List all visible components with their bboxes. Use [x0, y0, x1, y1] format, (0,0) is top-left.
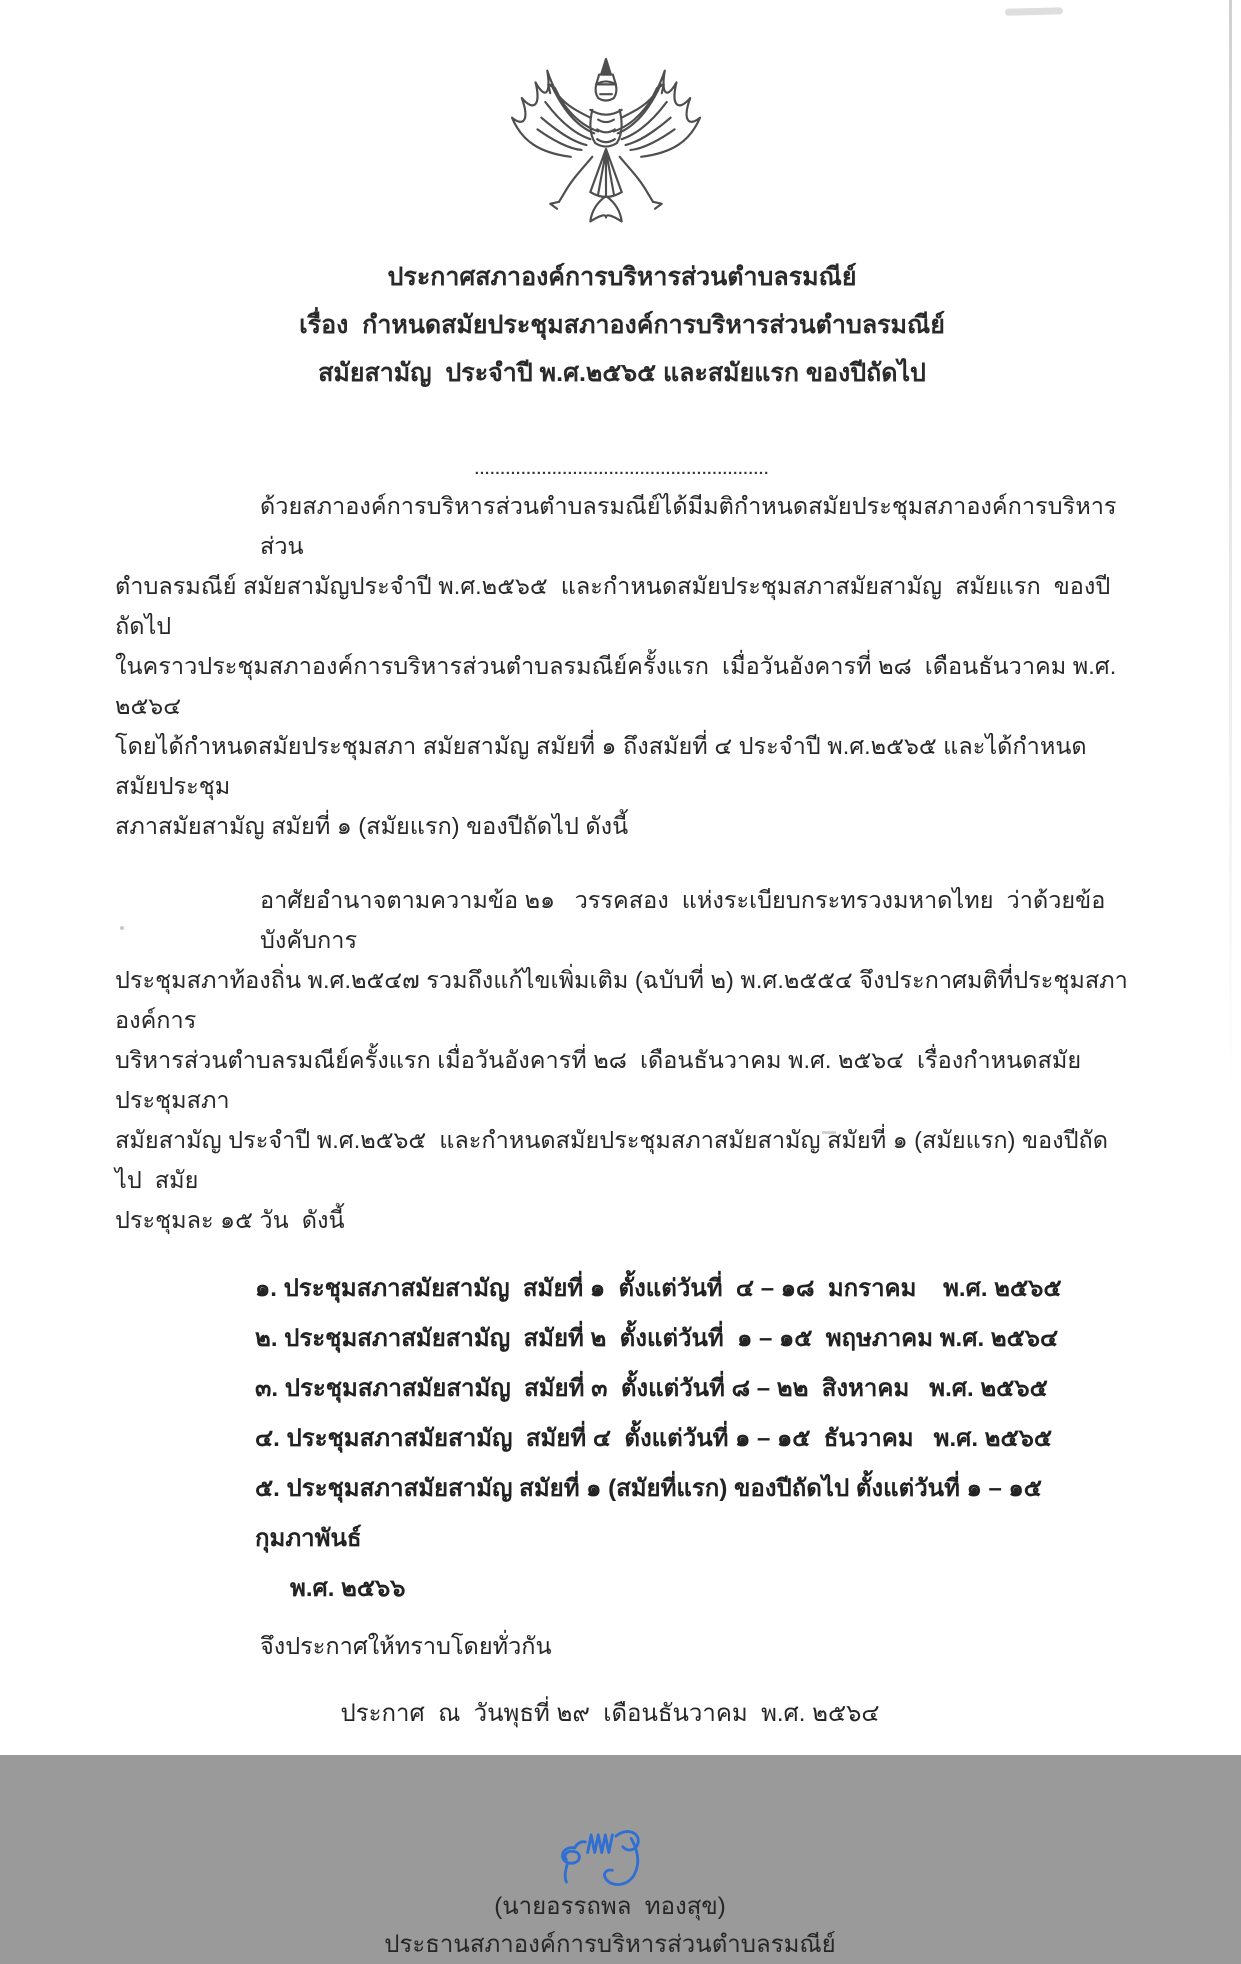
body-line: อาศัยอำนาจตามความข้อ ๒๑ วรรคสอง แห่งระเบียบกระทรวงมหาดไทย ว่าด้วยข้อบังคับการ: [260, 887, 1106, 953]
dotted-separator: .........................................................: [474, 461, 770, 478]
schedule-item-5-carryover: พ.ศ. ๒๕๖๖: [290, 1575, 406, 1602]
signer-name: (นายอรรถพล ทองสุข): [494, 1893, 726, 1920]
body-line: ประชุมละ ๑๕ วัน ดังนี้: [115, 1207, 345, 1233]
signature-block: [103, 1822, 1117, 1964]
schedule-list: [255, 1264, 1129, 1614]
body-line: ตำบลรมณีย์ สมัยสามัญประจำปี พ.ศ.๒๕๖๕ และกำหนดสมัยประชุมสภาสมัยสามัญ สมัยแรก ของปีถัดไป: [115, 573, 1111, 639]
schedule-item-4: ๔. ประชุมสภาสมัยสามัญ สมัยที่ ๔ ตั้งแต่วันที่ ๑ – ๑๕ ธันวาคม พ.ศ. ๒๕๖๕: [255, 1425, 1053, 1452]
title-line-3: สมัยสามัญ ประจำปี พ.ศ.๒๕๖๕ และสมัยแรก ของปีถัดไป: [318, 359, 926, 387]
body-line: ประชุมสภาท้องถิ่น พ.ศ.๒๕๔๗ รวมถึงแก้ไขเพิ่มเติม (ฉบับที่ ๒) พ.ศ.๒๕๕๔ จึงประกาศมติที่ประชุมสภาองค์การ: [115, 967, 1128, 1033]
schedule-item-1: ๑. ประชุมสภาสมัยสามัญ สมัยที่ ๑ ตั้งแต่วันที่ ๔ – ๑๘ มกราคม พ.ศ. ๒๕๖๕: [255, 1275, 1062, 1302]
title-line-2: เรื่อง กำหนดสมัยประชุมสภาองค์การบริหารส่วนตำบลรมณีย์: [299, 311, 945, 339]
body-line: สภาสมัยสามัญ สมัยที่ ๑ (สมัยแรก) ของปีถัดไป ดังนี้: [115, 813, 629, 839]
body-line: สมัยสามัญ ประจำปี พ.ศ.๒๕๖๕ และกำหนดสมัยประชุมสภาสมัยสามัญ สมัยที่ ๑ (สมัยแรก) ของปีถัดไป สมัย: [115, 1127, 1109, 1193]
body-line: ด้วยสภาองค์การบริหารส่วนตำบลรมณีย์ได้มีมติกำหนดสมัยประชุมสภาองค์การบริหารส่วน: [260, 493, 1117, 559]
paragraph-1: [115, 486, 1129, 846]
closing-notice: จึงประกาศให้ทราบโดยทั่วกัน: [260, 1633, 552, 1659]
announcement-date-line: ประกาศ ณ วันพุธที่ ๒๙ เดือนธันวาคม พ.ศ. ๒๕๖๔: [340, 1700, 880, 1727]
emblem-container: [83, 0, 1129, 246]
signer-title: ประธานสภาองค์การบริหารส่วนตำบลรมณีย์: [384, 1931, 836, 1958]
title-block: [115, 260, 1129, 480]
title-line-1: ประกาศสภาองค์การบริหารส่วนตำบลรมณีย์: [387, 263, 857, 291]
schedule-item-3: ๓. ประชุมสภาสมัยสามัญ สมัยที่ ๓ ตั้งแต่วันที่ ๘ – ๒๒ สิงหาคม พ.ศ. ๒๕๖๕: [255, 1375, 1048, 1402]
body-line: ในคราวประชุมสภาองค์การบริหารส่วนตำบลรมณีย์ครั้งแรก เมื่อวันอังคารที่ ๒๘ เดือนธันวาคม พ.ศ. ๒๕๖๔: [115, 653, 1123, 719]
paragraph-2: [115, 880, 1129, 1240]
schedule-item-5: ๕. ประชุมสภาสมัยสามัญ สมัยที่ ๑ (สมัยที่แรก) ของปีถัดไป ตั้งแต่วันที่ ๑ – ๑๕ กุมภาพันธ์: [255, 1475, 1049, 1552]
garuda-emblem-icon: [488, 55, 724, 241]
body-line: โดยได้กำหนดสมัยประชุมสภา สมัยสามัญ สมัยที่ ๑ ถึงสมัยที่ ๔ ประจำปี พ.ศ.๒๕๖๕ และได้กำหนดสมัยประชุม: [115, 733, 1087, 799]
schedule-item-2: ๒. ประชุมสภาสมัยสามัญ สมัยที่ ๒ ตั้งแต่วันที่ ๑ – ๑๕ พฤษภาคม พ.ศ. ๒๕๖๔: [255, 1325, 1059, 1352]
body-line: บริหารส่วนตำบลรมณีย์ครั้งแรก เมื่อวันอังคารที่ ๒๘ เดือนธันวาคม พ.ศ. ๒๕๖๔ เรื่องกำหนดสมัยประชุมสภา: [115, 1047, 1082, 1113]
